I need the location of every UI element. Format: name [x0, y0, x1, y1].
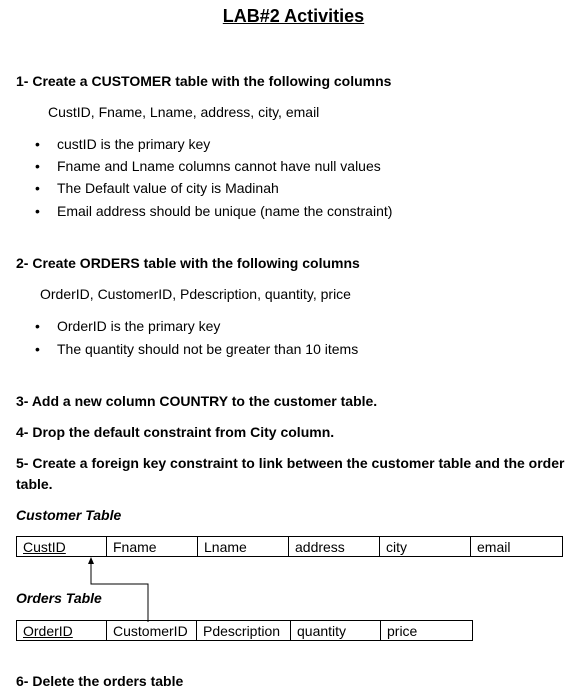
- q2-bullet-2: • The quantity should not be greater than 10 items: [57, 341, 358, 357]
- q1-columns-line: CustID, Fname, Lname, address, city, email: [48, 104, 320, 120]
- q2-heading: 2- Create ORDERS table with the following columns: [16, 255, 360, 271]
- q1-bullet-1: • custID is the primary key: [57, 136, 210, 152]
- q4-heading: 4- Drop the default constraint from City column.: [16, 424, 335, 440]
- q1-heading: 1- Create a CUSTOMER table with the following columns: [16, 73, 392, 89]
- q1-bullet-4: • Email address should be unique (name the constraint): [57, 203, 392, 219]
- orders-col-customerid: CustomerID: [107, 621, 197, 641]
- orders-table-row: [17, 621, 473, 641]
- q1-bullet-3: • The Default value of city is Madinah: [57, 180, 279, 196]
- q2-bullet-1: • OrderID is the primary key: [57, 318, 220, 334]
- customer-table-caption: Customer Table: [16, 507, 122, 523]
- q1-bullet-2: • Fname and Lname columns cannot have null values: [57, 158, 381, 174]
- page-title: LAB#2 Activities: [222, 6, 365, 26]
- orders-table: [16, 620, 473, 641]
- orders-table-caption: Orders Table: [16, 590, 102, 606]
- customer-col-fname: Fname: [107, 537, 198, 557]
- q6-heading: 6- Delete the orders table: [16, 673, 184, 689]
- customer-col-city: city: [380, 537, 471, 557]
- orders-col-quantity: quantity: [291, 621, 381, 641]
- customer-col-address: address: [289, 537, 380, 557]
- q5-heading: 5- Create a foreign key constraint to link between the customer table and the order table.: [16, 455, 565, 492]
- customer-col-custid: CustID: [17, 537, 107, 557]
- orders-col-price: price: [381, 621, 473, 641]
- orders-col-orderid: OrderID: [17, 621, 107, 641]
- orders-col-pdescription: Pdescription: [197, 621, 291, 641]
- q2-columns-line: OrderID, CustomerID, Pdescription, quantity, price: [40, 286, 351, 302]
- customer-col-email: email: [471, 537, 563, 557]
- q3-heading: 3- Add a new column COUNTRY to the customer table.: [16, 393, 378, 409]
- customer-col-lname: Lname: [198, 537, 289, 557]
- arrow-head-icon: [88, 557, 94, 564]
